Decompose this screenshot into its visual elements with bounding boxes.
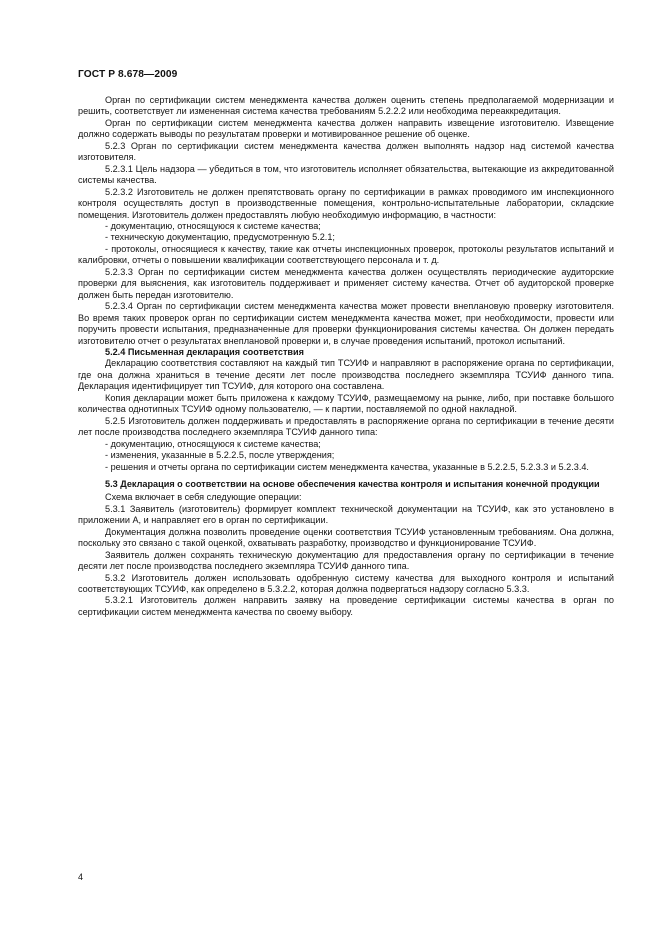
list-item: - документацию, относящуюся к системе качества; (105, 438, 321, 449)
list-item: - протоколы, относящиеся к качеству, такие как отчеты инспекционных проверок, протоколы результатов испытаний и калибровки, отчеты о повышении квалификации соответствующего персонала и т. д. (78, 243, 614, 266)
list-item: - изменения, указанные в 5.2.2.5, после утверждения; (105, 450, 335, 461)
paragraph: 5.3.2.1 Изготовитель должен направить заявку на проведение сертификации системы качества в орган по сертификации систем менеджмента качества по своему выбору. (78, 595, 614, 617)
paragraph: Орган по сертификации систем менеджмента качества должен оценить степень предполагаемой модернизации и решить, соответствует ли измененная система качества требованиям 5.2.2.2 или необходима переаккредитация. (78, 95, 614, 117)
document-body (78, 95, 614, 618)
paragraph: 5.2.3.4 Орган по сертификации систем менеджмента качества может провести внеплановую проверку изготовителя. Во время таких проверок орган по сертификации систем менеджмента качества может, при необходимости, провести или поручить провести испытания, предназначенные для проверки функционирования системы качества. Он должен передать изготовителю отчет о результатах внеплановой проверки и, в случае проведения испытаний, протокол испытаний. (78, 301, 614, 346)
paragraph: 5.2.3.1 Цель надзора — убедиться в том, что изготовитель исполняет обязательства, вытекающие из аккредитованной системы качества. (78, 163, 614, 186)
paragraph: Заявитель должен сохранять техническую документацию для предоставления органу по сертификации в течение десяти лет после производства последнего экземпляра ТСУИФ данного типа. (78, 549, 614, 572)
paragraph: Орган по сертификации систем менеджмента качества должен направить извещение изготовителю. Извещение должно содержать выводы по результатам проверки и мотивированное решение об оценке. (78, 117, 614, 140)
document-header: ГОСТ Р 8.678—2009 (78, 69, 178, 80)
paragraph: 5.2.3.3 Орган по сертификации систем менеджмента качества должен осуществлять периодические аудиторские проверки для выяснения, как изготовитель поддерживает и применяет систему качества. Отчет об аудиторской проверке должен быть передан изготовителю. (78, 266, 614, 300)
paragraph: 5.2.3 Орган по сертификации систем менеджмента качества должен выполнять надзор над системой качества изготовителя. (78, 140, 614, 163)
paragraph: 5.3.2 Изготовитель должен использовать одобренную систему качества для выходного контроля и испытаний соответствующих ТСУИФ, как определено в 5.3.2.2, которая должна подвергаться надзору согласно 5.3.3. (78, 572, 614, 595)
list-item: - решения и отчеты органа по сертификации систем менеджмента качества, указанные в 5.2.2.5, 5.2.3.3 и 5.2.3.4. (105, 461, 589, 472)
paragraph: 5.3.1 Заявитель (изготовитель) формирует комплект технической документации на ТСУИФ, как это установлено в приложении А, и направляет его в орган по сертификации. (78, 503, 614, 526)
list-item: - техническую документацию, предусмотренную 5.2.1; (105, 232, 335, 243)
paragraph: Декларацию соответствия составляют на каждый тип ТСУИФ и направляют в распоряжение органа по сертификации, где она должна храниться в течение десяти лет после производства последнего экземпляра ТСУИФ данного типа. Декларация идентифицирует тип ТСУИФ, для которого она составлена. (78, 358, 614, 392)
subsection-heading: 5.2.4 Письменная декларация соответствия (105, 346, 304, 357)
paragraph: Копия декларации может быть приложена к каждому ТСУИФ, размещаемому на рынке, либо, при поставке большого количества однотипных ТСУИФ одному пользователю, — к партии, поставляемой по одной накладной. (78, 392, 614, 415)
paragraph: 5.2.5 Изготовитель должен поддерживать и предоставлять в распоряжение органа по сертификации в течение десяти лет после производства последнего экземпляра ТСУИФ данного типа: (78, 415, 614, 438)
list-item: - документацию, относящуюся к системе качества; (105, 220, 321, 231)
paragraph: Схема включает в себя следующие операции: (105, 492, 302, 503)
paragraph: Документация должна позволить проведение оценки соответствия ТСУИФ установленным требованиям. Она должна, поскольку это связано с такой оценкой, охватывать разработку, производство и функционирование ТСУИФ. (78, 526, 614, 549)
page-number: 4 (78, 872, 84, 882)
section-heading: 5.3 Декларация о соответствии на основе обеспечения качества контроля и испытания конечной продукции (105, 478, 600, 489)
paragraph: 5.2.3.2 Изготовитель не должен препятствовать органу по сертификации в рамках проводимого им инспекционного контроля осуществлять доступ в производственные помещения, контрольно-испытательные лаборатории, складские помещения. Изготовитель должен предоставлять любую необходимую информацию, в частности: (78, 186, 614, 220)
